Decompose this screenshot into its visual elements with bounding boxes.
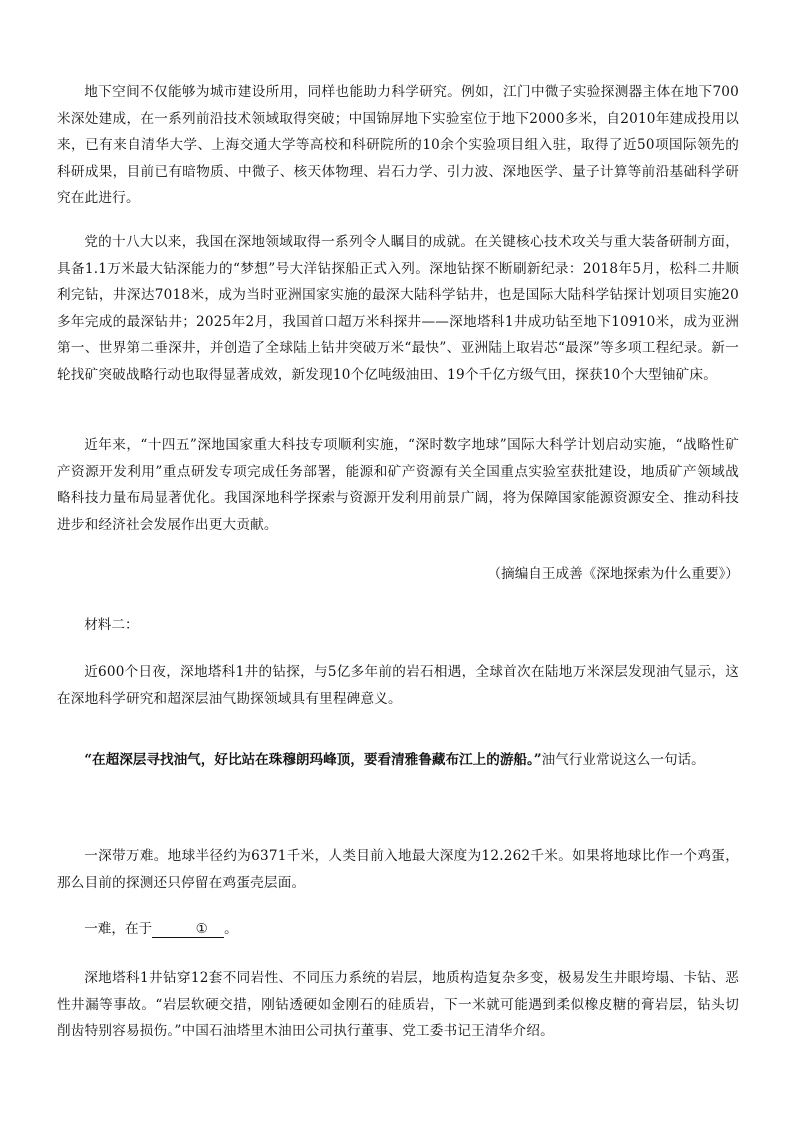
paragraph-tarim-well: 近600个日夜，深地塔科1井的钻探，与5亿多年前的岩石相遇，全球首次在陆地万米深层发现油气显示，这在深地科学研究和超深层油气勘探领域具有里程碑意义。 bbox=[57, 664, 739, 707]
quote-rest-text: 油气行业常说这么一句话。 bbox=[541, 752, 705, 768]
paragraph-recent-progress: 近年来，“十四五”深地国家重大科技专项顺利实施，“深时数字地球”国际大科学计划启动实施，“战略性矿产资源开发利用”重点研发专项完成任务部署，能源和矿产资源有关全国重点实验室获批建设，地质矿产领域战略科技力量布局显著优化。我国深地科学探索与资源开发利用前景广阔，将为保障国家能源资源安全、推动科技进步和经济社会发展作出更大贡献。 bbox=[57, 437, 739, 533]
paragraph-drilling-difficulty: 深地塔科1井钻穿12套不同岩性、不同压力系统的岩层，地质构造复杂多变，极易发生井眼垮塌、卡钻、恶性井漏等事故。“岩层软硬交措，刚钻透硬如金刚石的硅质岩，下一米就可能遇到柔似橡皮糖的膏岩层，钻头切削齿特别容易损伤。”中国石油塔里木油田公司执行董事、党工委书记王清华介绍。 bbox=[57, 970, 739, 1039]
answer-blank-1[interactable]: ① bbox=[152, 921, 224, 938]
blank-suffix: 。 bbox=[224, 921, 238, 937]
industry-quote bbox=[57, 738, 739, 783]
paragraph-earth-radius: 一深带万难。地球半径约为6371千米，人类目前入地最大深度为12.262千米。如果将地球比作一个鸡蛋，那么目前的探测还只停留在鸡蛋壳层面。 bbox=[57, 848, 739, 891]
fill-in-blank-sentence bbox=[57, 916, 739, 943]
blank-prefix: 一难，在于 bbox=[84, 921, 153, 937]
paragraph-deep-earth-achievements: 党的十八大以来，我国在深地领域取得一系列令人瞩目的成就。在关键核心技术攻关与重大装备研制方面，具备1.1万米最大钻深能力的“梦想”号大洋钻探船正式入列。深地钻探不断刷新纪录：2018年5月，松科二井顺利完钻，井深达7018米，成为当时亚洲国家实施的最深大陆科学钻井，也是国际大陆科学钻探计划项目实施20多年完成的最深钻井；2025年2月，我国首口超万米科探井——深地塔科1井成功钻至地下10910米，成为亚洲第一、世界第二垂深井，并创造了全球陆上钻井突破万米“最快”、亚洲陆上取岩芯“最深”等多项工程纪录。新一轮找矿突破战略行动也取得显著成效，新发现10个亿吨级油田、19个千亿方级气田，探获10个大型铀矿床。 bbox=[57, 234, 739, 383]
quote-bold-text: “在超深层寻找油气，好比站在珠穆朗玛峰顶，要看清雅鲁藏布江上的游船。” bbox=[84, 752, 542, 768]
material-two-label: 材料二： bbox=[84, 617, 139, 633]
paragraph-underground-research: 地下空间不仅能够为城市建设所用，同样也能助力科学研究。例如，江门中微子实验探测器主体在地下700米深处建成，在一系列前沿技术领域取得突破；中国锦屏地下实验室位于地下2000多米，自2010年建成投用以来，已有来自清华大学、上海交通大学等高校和科研院所的10余个实验项目组入驻，取得了近50项国际领先的科研成果，目前已有暗物质、中微子、核天体物理、岩石力学、引力波、深地医学、量子计算等前沿基础科学研究在此进行。 bbox=[57, 84, 739, 206]
source-citation: （摘编自王成善《深地探索为什么重要》） bbox=[487, 566, 739, 582]
